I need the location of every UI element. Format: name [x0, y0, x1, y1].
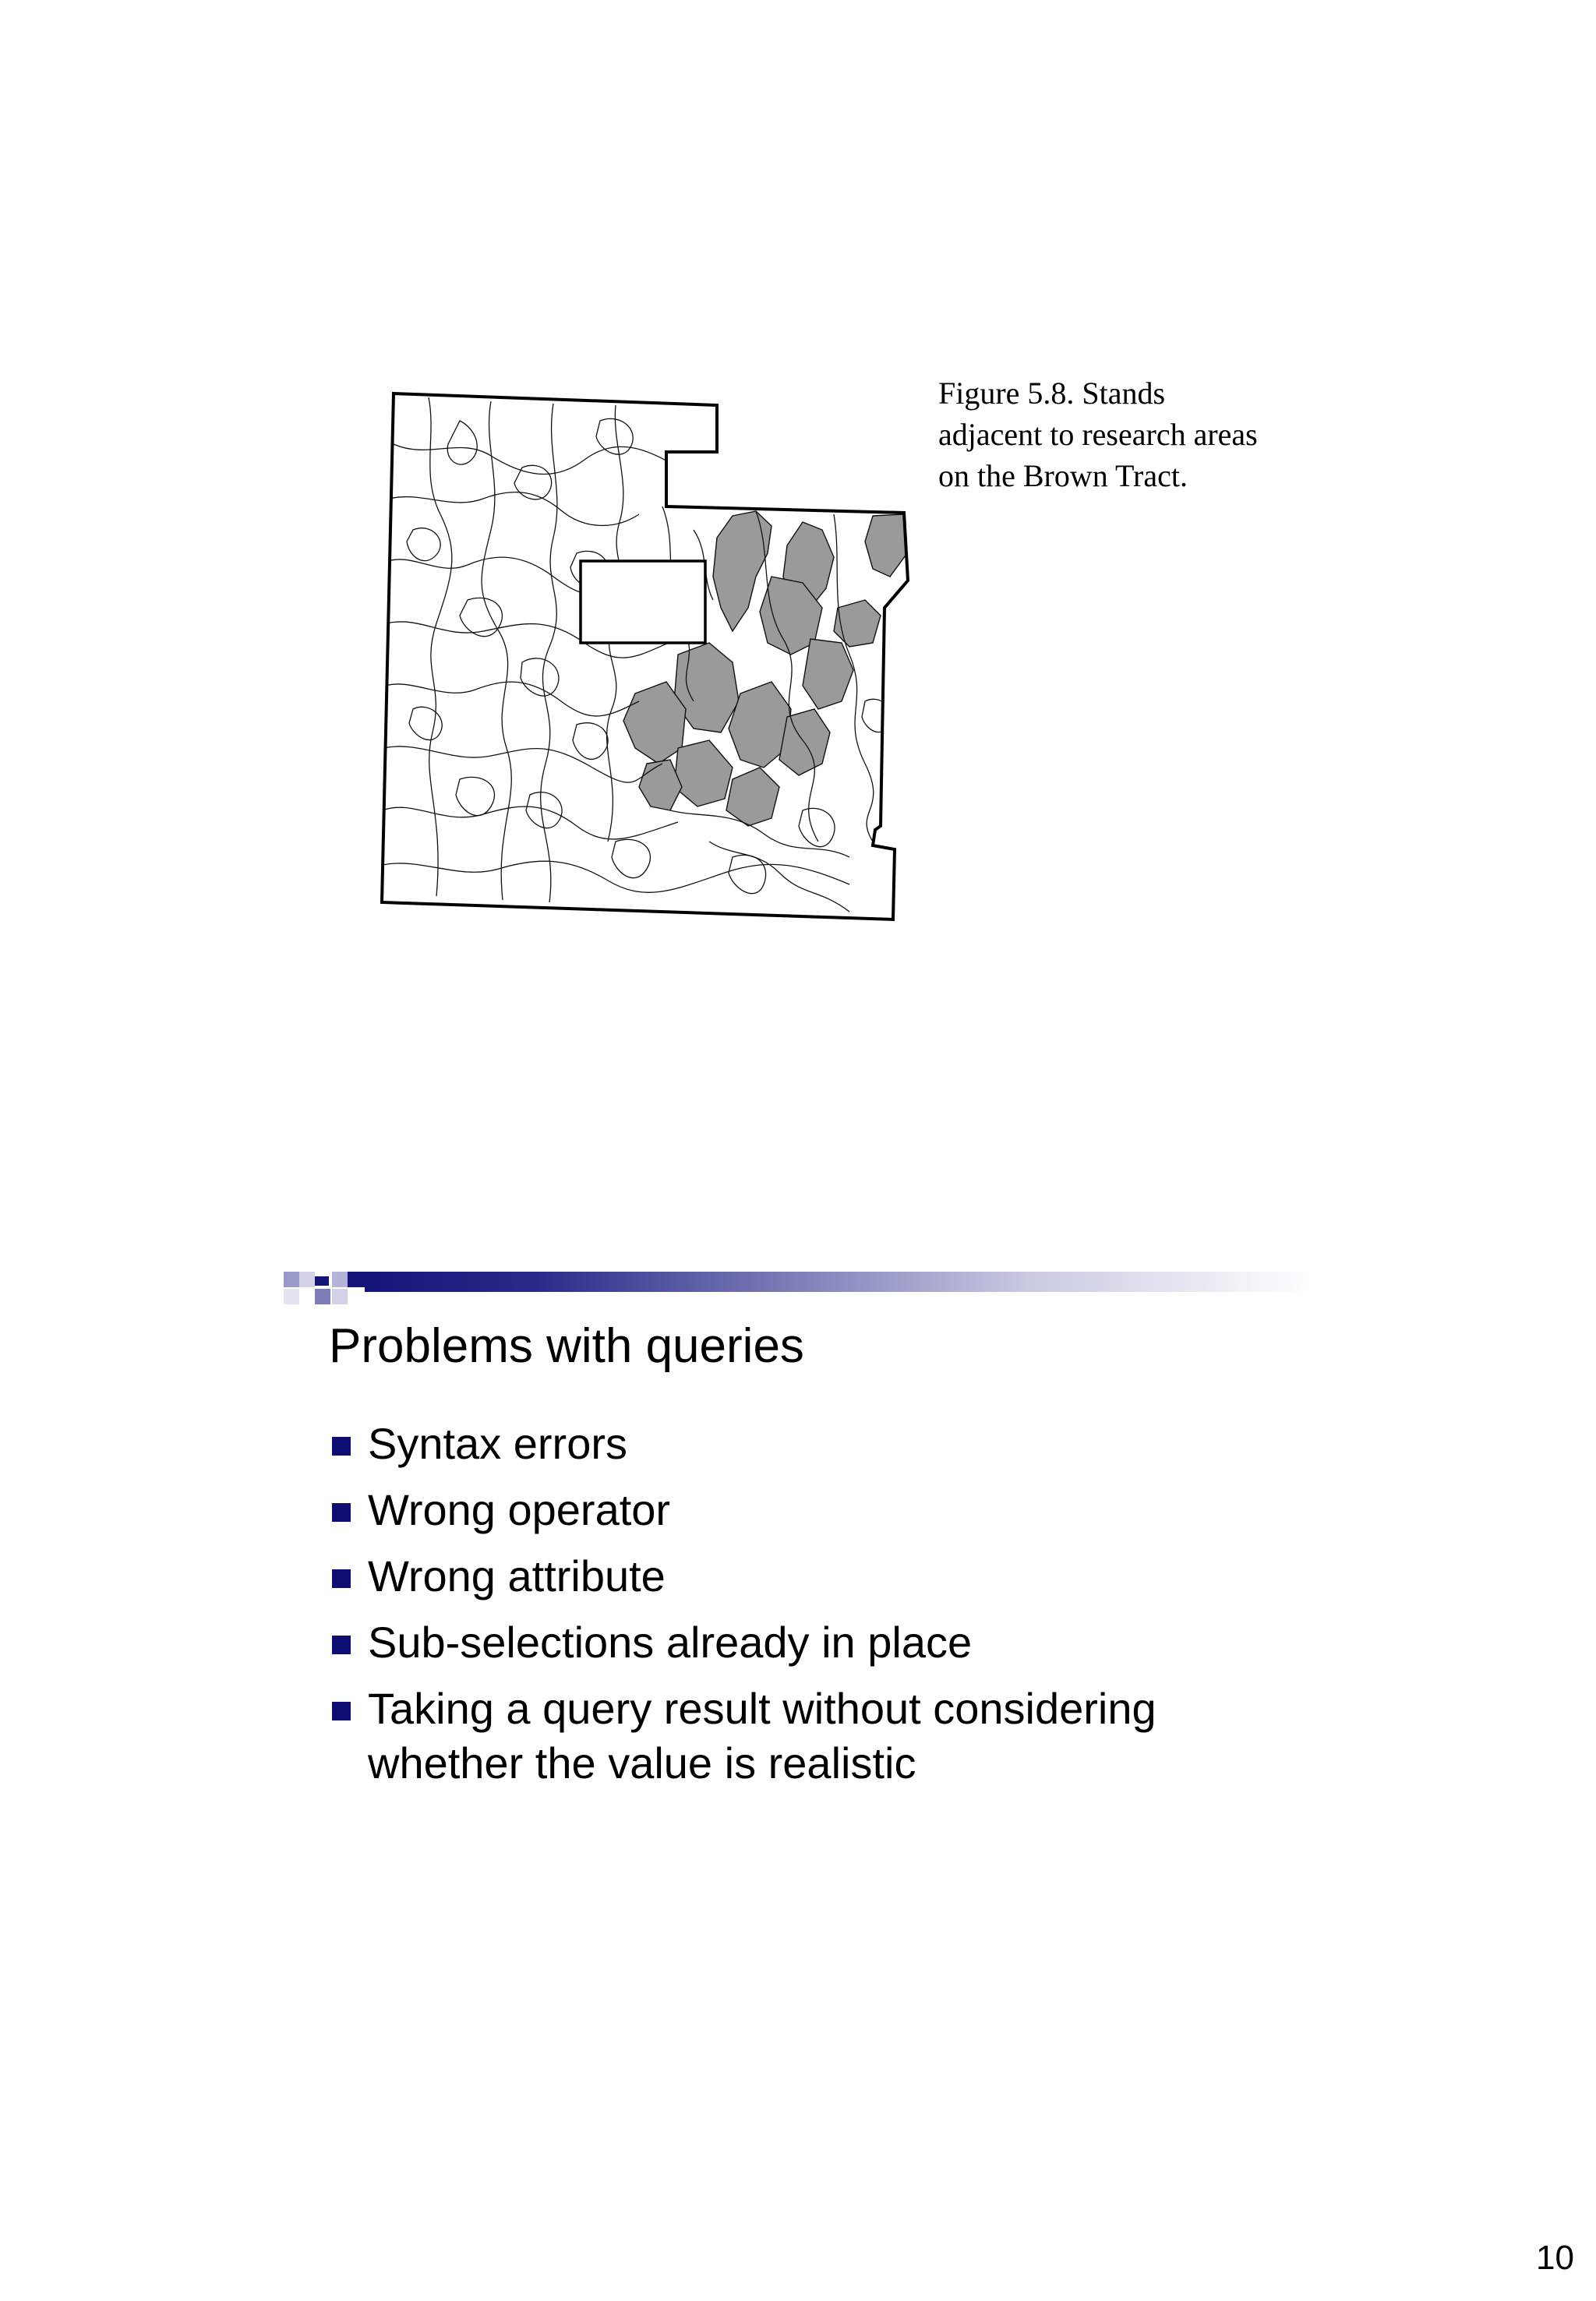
decor-square-icon [332, 1289, 348, 1304]
decor-square-icon [284, 1289, 299, 1304]
page-number: 10 [1536, 2239, 1574, 2277]
list-item-text: Wrong attribute [368, 1551, 666, 1600]
decor-square-icon [299, 1272, 315, 1287]
list-item [329, 1682, 1264, 1791]
square-bullet-icon [332, 1569, 351, 1588]
square-bullet-icon [332, 1636, 351, 1654]
list-item-text: Sub-selections already in place [368, 1618, 973, 1667]
list-item [329, 1483, 1342, 1537]
research-area-rectangle [581, 561, 705, 643]
decor-square-icon [332, 1272, 348, 1287]
list-item-text: Syntax errors [368, 1419, 627, 1468]
decor-square-icon [315, 1276, 329, 1286]
slide-title-bar [284, 1272, 1312, 1315]
list-item [329, 1417, 1342, 1471]
square-bullet-icon [332, 1437, 351, 1456]
title-gradient-bar [365, 1272, 1312, 1292]
list-item [329, 1615, 1342, 1670]
square-bullet-icon [332, 1702, 351, 1720]
decor-square-icon [315, 1289, 330, 1304]
decor-square-icon [284, 1272, 299, 1287]
list-item [329, 1549, 1342, 1604]
list-item-text: Taking a query result without considering whether the value is realistic [368, 1684, 1156, 1788]
forest-stand-map-svg [366, 374, 912, 935]
square-bullet-icon [332, 1503, 351, 1522]
bullet-list [329, 1417, 1342, 1802]
slide-title: Problems with queries [329, 1319, 804, 1373]
list-item-text: Wrong operator [368, 1485, 671, 1534]
decor-square-icon [348, 1272, 365, 1287]
figure-caption: Figure 5.8. Stands adjacent to research areas on the Brown Tract. [938, 376, 1258, 493]
brown-tract-map [366, 374, 912, 935]
